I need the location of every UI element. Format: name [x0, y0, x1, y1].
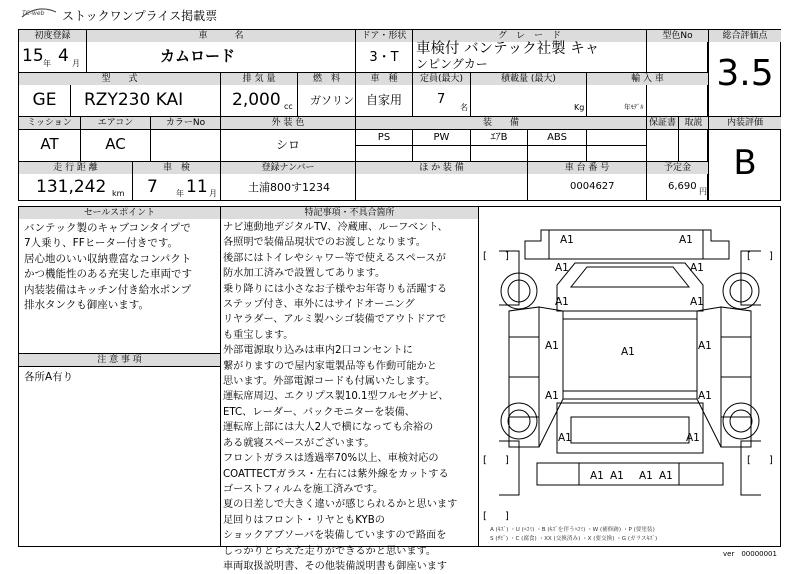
special-line: ある就寝スペースがございます。 — [223, 437, 375, 449]
notices-header: 注 意 事 項 — [19, 354, 220, 366]
damage-mark: A1 — [659, 470, 673, 482]
category-header: 車 種 — [356, 73, 412, 85]
special-line: ETC、レーダー、バックモニターを装備、 — [223, 406, 415, 418]
inspection-month-unit: 月 — [209, 189, 217, 198]
aircon: AC — [105, 135, 126, 153]
damage-mark: A1 — [686, 432, 700, 444]
damage-mark: A1 — [558, 432, 572, 444]
bracket-close: ] — [505, 455, 509, 466]
diagram-legend-line2: S (ｻﾋﾞ) ・C (腐食) ・XX (交換済み) ・X (要交換) ・G (ガラスｷｽﾞ) — [490, 536, 658, 542]
special-line: ナビ連動地デジタルTV、冷蔵庫、ルーフベント、 — [223, 222, 448, 233]
bracket-open: [ — [483, 251, 487, 262]
special-notes — [223, 220, 457, 574]
sales-point-line: バンテック製のキャブコンタイプで — [24, 222, 191, 234]
displacement-unit: cc — [284, 102, 293, 111]
bracket-close: ] — [505, 511, 509, 522]
wheel-rear-left — [501, 403, 537, 439]
form-title: ストックワンプライス掲載票 — [62, 9, 218, 23]
grade-line1: 車検付 バンテック社製 キャ — [416, 41, 600, 57]
price-unit: 円 — [699, 187, 707, 196]
interior-rating: B — [733, 143, 757, 183]
manual-header: 取説 — [679, 117, 708, 129]
special-line: 防水加工済みで設置してあります。 — [223, 268, 386, 280]
diagram-legend-line1: A (ｷｽﾞ) ・U (ﾍｺﾐ) ・B (ｷｽﾞを伴うﾍｺﾐ) ・W (補修跡) ・P (要塗装) — [490, 527, 655, 533]
grade-header: グ レ ー ド — [413, 30, 646, 42]
special-line: COATTECTガラス・左右には紫外線をカットする — [223, 468, 449, 480]
equipment-abs: ABS — [547, 132, 567, 143]
special-line: も重宝します。 — [223, 329, 294, 341]
special-line: 外部電源取り込みは車内2口コンセントに — [223, 345, 413, 357]
special-line: ショックアブソーバを装備していますので路面を — [223, 530, 447, 542]
inspection-year: 7 — [147, 177, 158, 197]
import-header: 輸 入 車 — [587, 73, 708, 85]
car-name: カムロード — [160, 47, 236, 65]
special-line: しっかりとらえた走りができるかと思います。 — [223, 545, 437, 557]
equipment-pw: PW — [433, 132, 450, 143]
bracket-open: [ — [483, 455, 487, 466]
capacity-header: 定員(最大) — [413, 73, 470, 85]
damage-mark: A1 — [698, 390, 712, 402]
damage-mark: A1 — [621, 346, 635, 358]
model-prefix: GE — [32, 90, 57, 110]
inspection-year-unit: 年 — [176, 189, 184, 198]
load-header: 積載量 (最大) — [471, 73, 586, 85]
exterior-header: 外 装 色 — [221, 117, 355, 129]
bracket-open: [ — [747, 251, 751, 262]
special-line: ゴーストフィルムを施工済みです。 — [223, 483, 384, 495]
model-header: 型 式 — [19, 73, 220, 85]
month-unit: 月 — [72, 59, 80, 68]
damage-mark: A1 — [690, 296, 704, 308]
special-line: 運転席上部には大人2人で横になっても余裕の — [223, 422, 434, 434]
price-header: 予定金 — [647, 162, 708, 174]
equipment-ps: PS — [377, 132, 391, 143]
damage-mark: A1 — [555, 262, 569, 274]
special-line: 後部にはトイレやシャワー等で使えるスペースが — [223, 252, 446, 264]
sales-point-line: 7人乗り、FFヒーター付きです。 — [24, 237, 178, 250]
door-shape: 3・T — [369, 50, 399, 65]
notice-line: 各所A有り — [24, 371, 74, 383]
model-code: RZY230 KAI — [84, 90, 184, 110]
special-line: 車両取扱説明書、その他装備説明書も御座います — [223, 560, 448, 572]
damage-mark: A1 — [545, 340, 559, 352]
damage-mark: A1 — [610, 470, 624, 482]
exterior-color: シロ — [275, 138, 300, 152]
bracket-open: [ — [747, 455, 751, 466]
damage-marks — [545, 234, 712, 482]
diagram-rear-bumper — [537, 463, 723, 485]
diagram-top-outline — [525, 230, 729, 259]
overall-rating: 3.5 — [716, 53, 774, 94]
capacity: 7 — [437, 92, 446, 107]
year-unit: 年 — [43, 59, 51, 68]
version: ver 00000001 — [723, 550, 777, 558]
damage-mark: A1 — [590, 470, 604, 482]
color-no-header: カラーNo — [151, 117, 220, 129]
mileage-unit: km — [112, 189, 125, 198]
other-equipment-header: ほ か 装 備 — [356, 162, 527, 174]
category: 自家用 — [365, 93, 402, 107]
plate: 土浦800す1234 — [248, 181, 330, 194]
sales-point-line: 排水タンクも御座います。 — [24, 299, 149, 312]
equipment-airbag: ｴｱB — [490, 132, 508, 143]
mileage: 131,242 — [36, 177, 107, 197]
special-line: フロントガラスは透過率70%以上、車検対応の — [223, 453, 439, 465]
damage-mark: A1 — [555, 296, 569, 308]
damage-mark: A1 — [560, 234, 574, 246]
sales-points — [24, 221, 192, 313]
first-reg-year: 15 — [22, 46, 44, 66]
mileage-header: 走 行 距 離 — [19, 162, 132, 174]
bracket-close: ] — [769, 251, 773, 262]
special-line: 各照明で装備品現状でのお渡しとなります。 — [223, 237, 426, 249]
damage-mark: A1 — [545, 390, 559, 402]
chassis-number: 0004627 — [570, 181, 615, 192]
fuel: ガソリン — [310, 94, 354, 107]
special-line: 繋がりますので屋内家電製品等も作動可能かと — [223, 360, 437, 372]
wheel-rear-right — [723, 403, 759, 439]
damage-mark: A1 — [679, 234, 693, 246]
grade-line2: ンピングカー — [416, 57, 488, 71]
sales-point-line: 居心地のいい収納豊富なコンパクト — [24, 252, 192, 265]
aircon-header: エアコン — [81, 117, 150, 129]
mission-header: ミッション — [19, 117, 80, 129]
logo-swoosh-icon — [20, 6, 58, 20]
logo: TC-web — [22, 10, 45, 17]
import-model-year: 年ﾓﾃﾞﾙ — [624, 103, 644, 111]
price: 6,690 — [668, 181, 697, 192]
displacement-header: 排 気 量 — [221, 73, 297, 85]
displacement: 2,000 — [232, 90, 281, 110]
special-line: 思います。外部電源コードも付属いたします。 — [223, 376, 436, 388]
inspection-header: 車 検 — [133, 162, 220, 174]
equipment-header: 装 備 — [356, 117, 646, 129]
special-line: ステップ付き、車外にはサイドオーニング — [223, 299, 415, 311]
name-header: 車 名 — [87, 30, 355, 42]
sales-points-header: セールスポイント — [19, 207, 220, 219]
inspection-month: 11 — [186, 177, 208, 197]
bracket-close: ] — [505, 251, 509, 262]
capacity-unit: 名 — [460, 103, 468, 112]
bracket-open: [ — [483, 511, 487, 522]
damage-mark: A1 — [690, 262, 704, 274]
special-line: 足回りはフロント・リヤともKYBの — [223, 514, 385, 526]
sales-point-line: 内装装備はキッチン付き給水ポンプ — [24, 283, 192, 296]
first-reg-month: 4 — [58, 46, 69, 66]
fuel-header: 燃 料 — [298, 73, 355, 85]
color-code-header: 型色No — [647, 30, 708, 42]
plate-header: 登録ナンバー — [221, 162, 355, 174]
warranty-header: 保証書 — [648, 118, 676, 128]
overall-rating-header: 総合評価点 — [709, 30, 781, 42]
interior-rating-header: 内装評価 — [709, 117, 781, 129]
diagram-rear — [557, 403, 703, 453]
damage-mark: A1 — [698, 340, 712, 352]
special-notes-header: 特記事項・不具合箇所 — [221, 207, 478, 219]
damage-diagram — [479, 207, 780, 527]
special-line: 乗り降りには小さなお子様やお年寄りも活躍する — [223, 283, 448, 295]
mission: AT — [40, 135, 59, 153]
special-line: リヤラダー、アルミ製ハシゴ装備でアウトドアで — [223, 314, 447, 326]
first-reg-header: 初度登録 — [19, 30, 86, 42]
sales-point-line: かつ機能性のある充実した車両です — [24, 268, 192, 281]
special-line: 運転席周辺、エクリプス製10.1型フルセグナビ、 — [223, 391, 449, 403]
load-unit: Kg — [574, 103, 585, 112]
door-header: ドア・形状 — [356, 30, 412, 42]
damage-mark: A1 — [639, 470, 653, 482]
special-line: 夏の日差しで大きく違いが感じられるかと思います — [223, 499, 458, 511]
chassis-header: 車 台 番 号 — [528, 162, 646, 174]
bracket-close: ] — [769, 455, 773, 466]
